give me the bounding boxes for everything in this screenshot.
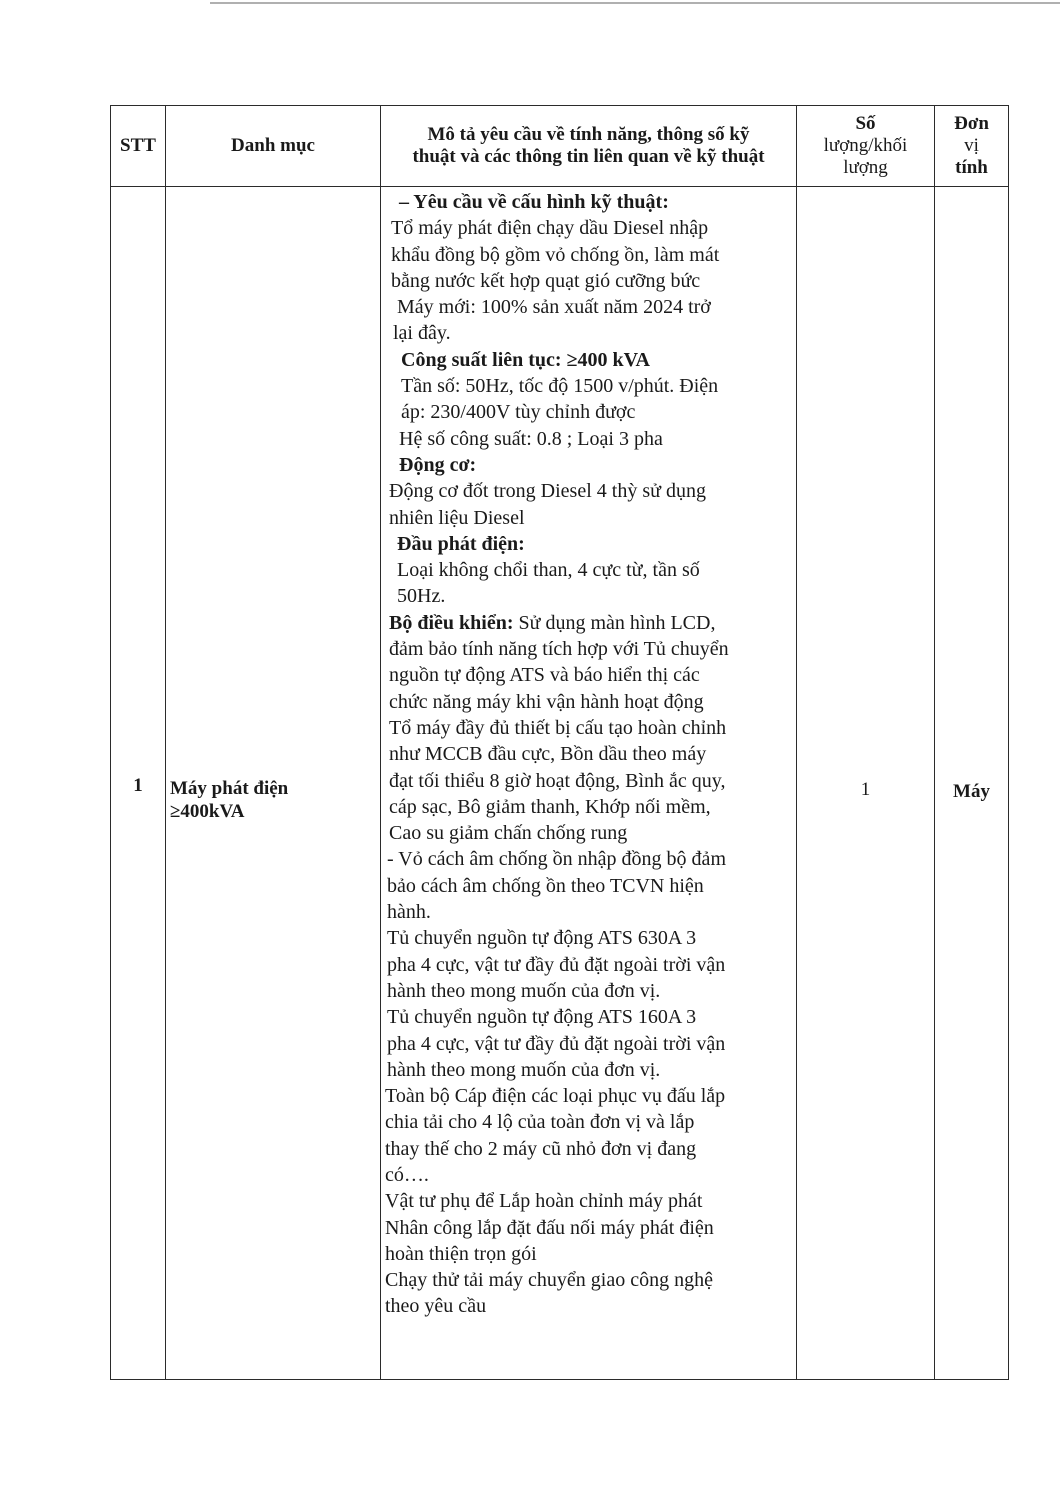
description-line: Vật tư phụ để Lắp hoàn chỉnh máy phát bbox=[385, 1190, 703, 1213]
header-unit-line-2: vị bbox=[964, 135, 979, 156]
description-line: theo yêu cầu bbox=[385, 1295, 487, 1318]
row-unit: Máy bbox=[935, 187, 1009, 1380]
description-line-text: Sử dụng màn hình LCD, bbox=[513, 611, 716, 634]
description-line: hành theo mong muốn của đơn vị. bbox=[387, 979, 661, 1002]
description-line: Loại không chổi than, 4 cực từ, tần số bbox=[397, 559, 700, 582]
description-line: Tủ chuyển nguồn tự động ATS 160A 3 bbox=[387, 1006, 697, 1029]
description-line: – Yêu cầu về cấu hình kỹ thuật: bbox=[399, 191, 669, 213]
description-line: pha 4 cực, vật tư đầy đủ đặt ngoài trời vận bbox=[387, 953, 726, 976]
description-line: Động cơ đốt trong Diesel 4 thỳ sử dụng bbox=[389, 480, 706, 503]
header-description bbox=[381, 106, 797, 187]
description-line bbox=[389, 610, 790, 636]
header-unit-line-1: Đơn bbox=[954, 113, 989, 134]
description-line: - Vỏ cách âm chống ồn nhập đồng bộ đảm bbox=[387, 848, 726, 871]
row-quantity: 1 bbox=[797, 187, 935, 1380]
description-line: Động cơ: bbox=[399, 453, 477, 476]
header-quantity bbox=[797, 106, 935, 187]
row-stt: 1 bbox=[111, 187, 166, 1380]
description-line: hoàn thiện trọn gói bbox=[385, 1242, 537, 1265]
description-line: đảm bảo tính năng tích hợp với Tủ chuyển bbox=[389, 638, 729, 661]
description-line: Công suất liên tục: ≥400 kVA bbox=[401, 348, 650, 371]
description-line-label: Bộ điều khiển: bbox=[389, 611, 514, 634]
description-line: Nhân công lắp đặt đấu nối máy phát điện bbox=[385, 1216, 714, 1239]
description-line: Hệ số công suất: 0.8 ; Loại 3 pha bbox=[399, 427, 663, 450]
description-line: lại đây. bbox=[393, 322, 451, 345]
description-line: hành. bbox=[387, 901, 431, 924]
description-line: chức năng máy khi vận hành hoạt động bbox=[389, 690, 704, 713]
header-category: Danh mục bbox=[166, 106, 381, 187]
description-line: Máy mới: 100% sản xuất năm 2024 trở bbox=[397, 296, 711, 319]
description-line: pha 4 cực, vật tư đầy đủ đặt ngoài trời vận bbox=[387, 1032, 726, 1055]
description-line: chia tải cho 4 lộ của toàn đơn vị và lắp bbox=[385, 1111, 695, 1134]
header-stt: STT bbox=[111, 106, 166, 187]
header-unit bbox=[935, 106, 1009, 187]
header-description-line-1: Mô tả yêu cầu về tính năng, thông số kỹ bbox=[427, 124, 750, 145]
description-line: hành theo mong muốn của đơn vị. bbox=[387, 1058, 661, 1081]
table-row bbox=[111, 187, 1009, 1380]
description-lines bbox=[385, 189, 790, 1320]
row-description bbox=[381, 187, 797, 1380]
description-line: áp: 230/400V tùy chỉnh được bbox=[401, 401, 636, 424]
table-header-row bbox=[111, 106, 1009, 187]
description-line: Tần số: 50Hz, tốc độ 1500 v/phút. Điện bbox=[401, 375, 719, 398]
description-line: nhiên liệu Diesel bbox=[389, 506, 525, 529]
header-quantity-line-2: lượng/khối bbox=[823, 135, 908, 156]
header-quantity-line-3: lượng bbox=[843, 157, 888, 178]
description-line: bằng nước kết hợp quạt gió cưỡng bức bbox=[391, 269, 701, 292]
description-line: Tổ máy phát điện chạy dầu Diesel nhập bbox=[391, 217, 709, 240]
header-description-line-2: thuật và các thông tin liên quan về kỹ thuật bbox=[412, 146, 765, 167]
spec-table bbox=[110, 105, 1009, 1380]
description-line: như MCCB đầu cực, Bồn dầu theo máy bbox=[389, 743, 707, 766]
description-line: Tổ máy đầy đủ thiết bị cấu tạo hoàn chỉnh bbox=[389, 716, 727, 739]
row-category bbox=[166, 187, 381, 1380]
description-line: đạt tối thiểu 8 giờ hoạt động, Bình ắc quy, bbox=[389, 769, 726, 792]
description-line: 50Hz. bbox=[397, 585, 446, 608]
description-line: cáp sạc, Bô giảm thanh, Khớp nối mềm, bbox=[389, 795, 711, 818]
description-line: Tủ chuyển nguồn tự động ATS 630A 3 bbox=[387, 927, 697, 950]
description-line: thay thế cho 2 máy cũ nhỏ đơn vị đang bbox=[385, 1137, 697, 1160]
description-line: có…. bbox=[385, 1163, 429, 1186]
description-line: nguồn tự động ATS và báo hiển thị các bbox=[389, 664, 700, 687]
header-unit-line-3: tính bbox=[955, 157, 988, 178]
description-line: Chạy thử tải máy chuyển giao công nghệ bbox=[385, 1269, 713, 1292]
row-category-line-2: ≥400kVA bbox=[170, 801, 245, 822]
description-line: Toàn bộ Cáp điện các loại phục vụ đấu lắp bbox=[385, 1085, 726, 1108]
scan-edge-line bbox=[210, 2, 1060, 4]
description-line: khẩu đồng bộ gồm vỏ chống ồn, làm mát bbox=[391, 243, 720, 266]
row-category-line-1: Máy phát điện bbox=[170, 778, 289, 799]
header-quantity-line-1: Số bbox=[855, 113, 876, 134]
description-line: Đầu phát điện: bbox=[397, 532, 525, 555]
description-line: Cao su giảm chấn chống rung bbox=[389, 822, 628, 845]
description-line: bảo cách âm chống ồn theo TCVN hiện bbox=[387, 874, 704, 897]
